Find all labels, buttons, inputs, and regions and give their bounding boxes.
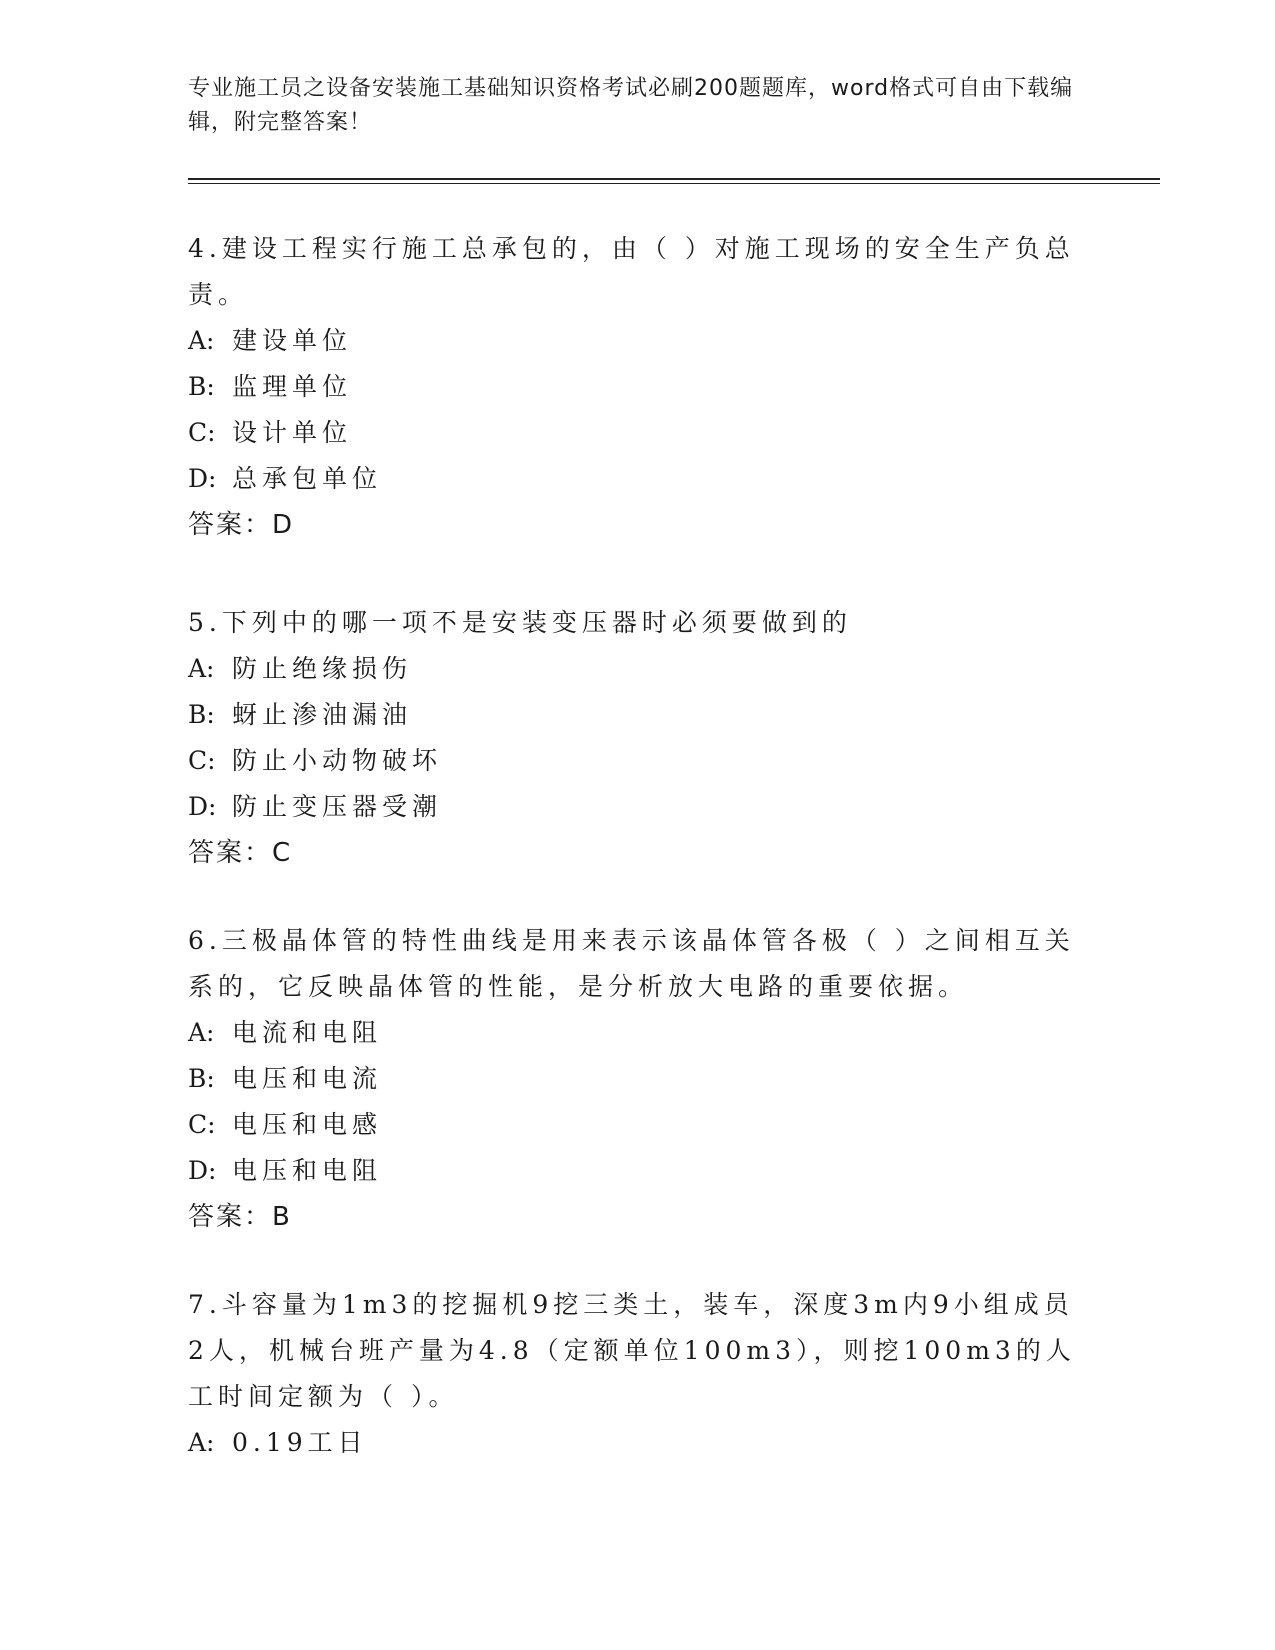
option-key: A: <box>188 326 215 355</box>
option-c <box>188 1102 1088 1148</box>
option-key: C: <box>188 746 216 775</box>
question-7 <box>188 1282 1088 1466</box>
option-a <box>188 646 1088 692</box>
answer: 答案：C <box>188 838 293 868</box>
question-5 <box>188 600 1088 876</box>
option-c <box>188 738 1088 784</box>
option-text: 电流和电阻 <box>232 1018 383 1047</box>
option-key: D: <box>188 1156 217 1185</box>
question-text: 6.三极晶体管的特性曲线是用来表示该晶体管各极（ ）之间相互关系的，它反映晶体管的性能，是分析放大电路的重要依据。 <box>188 926 1075 1001</box>
option-key: C: <box>188 418 216 447</box>
option-a <box>188 1420 1088 1466</box>
option-key: B: <box>188 372 215 401</box>
option-key: D: <box>188 792 217 821</box>
option-text: 蚜止渗油漏油 <box>232 700 413 729</box>
document-intro: 专业施工员之设备安装施工基础知识资格考试必刷200题题库，word格式可自由下载编辑，附完整答案！ <box>188 76 1074 135</box>
option-key: C: <box>188 1110 216 1139</box>
answer: 答案：B <box>188 1202 292 1232</box>
option-a <box>188 1010 1088 1056</box>
option-text: 防止绝缘损伤 <box>232 654 413 683</box>
option-b <box>188 364 1088 410</box>
option-text: 0.19工日 <box>232 1428 368 1457</box>
option-key: A: <box>188 1018 215 1047</box>
option-a <box>188 318 1088 364</box>
answer: 答案：D <box>188 510 295 540</box>
option-key: A: <box>188 1428 215 1457</box>
question-text: 7.斗容量为1m3的挖掘机9挖三类土，装车，深度3m内9小组成员2人，机械台班产量为4.8（定额单位100m3），则挖100m3的人工时间定额为（ ）。 <box>188 1290 1076 1411</box>
question-4 <box>188 226 1088 548</box>
question-text: 5.下列中的哪一项不是安装变压器时必须要做到的 <box>188 608 852 637</box>
option-text: 电压和电阻 <box>232 1156 383 1185</box>
question-6 <box>188 918 1088 1240</box>
option-text: 防止小动物破坏 <box>232 746 443 775</box>
option-key: B: <box>188 1064 215 1093</box>
option-b <box>188 1056 1088 1102</box>
option-text: 防止变压器受潮 <box>232 792 443 821</box>
header-divider-thick <box>188 178 1160 180</box>
option-d <box>188 1148 1088 1194</box>
option-text: 电压和电感 <box>232 1110 383 1139</box>
option-text: 电压和电流 <box>232 1064 383 1093</box>
option-c <box>188 410 1088 456</box>
option-d <box>188 456 1088 502</box>
question-text: 4.建设工程实行施工总承包的，由（ ）对施工现场的安全生产负总责。 <box>188 234 1075 309</box>
option-b <box>188 692 1088 738</box>
option-text: 建设单位 <box>232 326 353 355</box>
option-key: B: <box>188 700 215 729</box>
option-text: 监理单位 <box>232 372 353 401</box>
option-key: D: <box>188 464 217 493</box>
option-key: A: <box>188 654 215 683</box>
header-divider-thin <box>188 183 1160 184</box>
option-text: 设计单位 <box>232 418 353 447</box>
option-text: 总承包单位 <box>232 464 383 493</box>
option-d <box>188 784 1088 830</box>
